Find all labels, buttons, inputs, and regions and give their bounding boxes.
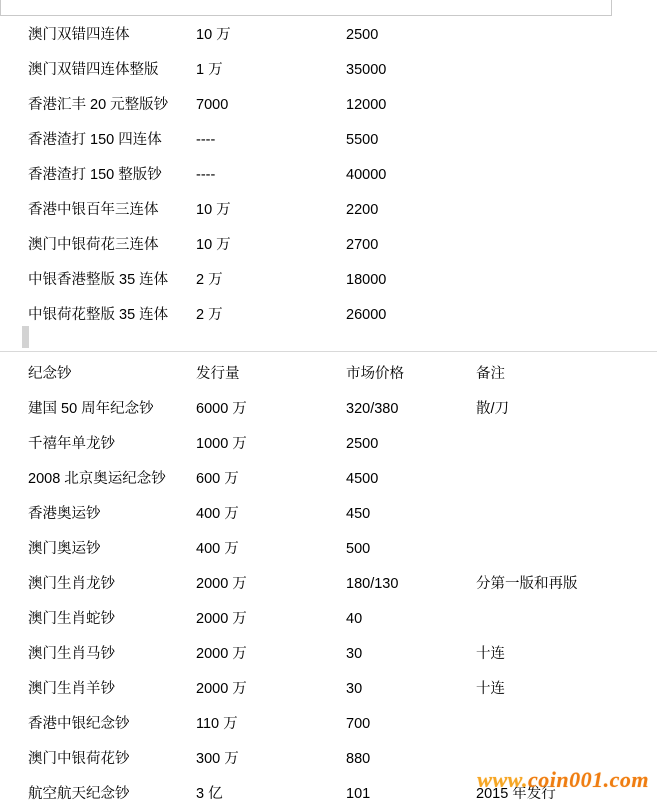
table-row <box>0 637 657 672</box>
cell-price: 18000 <box>346 271 387 288</box>
cell-price: 35000 <box>346 61 387 78</box>
cell-price: 880 <box>346 750 371 767</box>
cell-name: 香港奥运钞 <box>28 505 101 522</box>
cell-price: 4500 <box>346 470 379 487</box>
cell-price: 101 <box>346 785 371 802</box>
cell-name: 澳门奥运钞 <box>28 540 101 557</box>
column-header-note: 备注 <box>476 365 505 382</box>
table-row <box>0 462 657 497</box>
cell-name: 香港渣打 150 四连体 <box>28 131 162 148</box>
section-gap <box>0 323 657 351</box>
cell-name: 澳门生肖羊钞 <box>28 680 115 697</box>
table-row <box>0 53 657 88</box>
cell-price: 2500 <box>346 435 379 452</box>
cell-name: 澳门中银荷花钞 <box>28 750 130 767</box>
cell-issue: 1 万 <box>196 61 223 78</box>
cell-note: 十连 <box>476 680 505 697</box>
table-row <box>0 567 657 602</box>
cell-price: 30 <box>346 645 363 662</box>
table-row <box>0 497 657 532</box>
cell-price: 450 <box>346 505 371 522</box>
cell-price: 12000 <box>346 96 387 113</box>
cell-price: 40 <box>346 610 363 627</box>
cell-issue: 400 万 <box>196 540 239 557</box>
cell-name: 香港中银纪念钞 <box>28 715 130 732</box>
table-row <box>0 263 657 298</box>
table-row <box>0 88 657 123</box>
cell-issue: 10 万 <box>196 26 231 43</box>
cell-price: 320/380 <box>346 400 399 417</box>
cell-issue: 10 万 <box>196 201 231 218</box>
cell-name: 澳门中银荷花三连体 <box>28 236 159 253</box>
table-row <box>0 707 657 742</box>
cell-issue: 7000 <box>196 96 229 113</box>
commemorative-note-table <box>0 357 657 812</box>
cell-name: 香港中银百年三连体 <box>28 201 159 218</box>
cell-note: 散/刀 <box>476 400 510 417</box>
cell-issue: 3 亿 <box>196 785 223 802</box>
cell-issue: 1000 万 <box>196 435 247 452</box>
cell-issue: 110 万 <box>196 715 238 732</box>
cell-issue: 2000 万 <box>196 575 247 592</box>
site-watermark <box>477 767 649 793</box>
cell-issue: ---- <box>196 166 216 183</box>
cell-note: 2015 年发行 <box>476 785 556 802</box>
watermark-prefix: www. <box>477 767 528 792</box>
table-row <box>0 123 657 158</box>
cell-issue: 2000 万 <box>196 645 247 662</box>
table-row <box>0 228 657 263</box>
cell-price: 2700 <box>346 236 379 253</box>
cell-name: 澳门生肖马钞 <box>28 645 115 662</box>
cell-name: 澳门生肖龙钞 <box>28 575 115 592</box>
cell-name: 中银香港整版 35 连体 <box>28 271 169 288</box>
column-header-price: 市场价格 <box>346 365 404 382</box>
table-row <box>0 602 657 637</box>
cell-name: 千禧年单龙钞 <box>28 435 115 452</box>
cell-issue: 600 万 <box>196 470 239 487</box>
table-row <box>0 427 657 462</box>
cell-name: 2008 北京奥运纪念钞 <box>28 470 166 487</box>
cell-name: 中银荷花整版 35 连体 <box>28 306 169 323</box>
column-header-name: 纪念钞 <box>28 365 72 382</box>
cell-price: 5500 <box>346 131 379 148</box>
cell-issue: 400 万 <box>196 505 239 522</box>
table-row <box>0 158 657 193</box>
table-row <box>0 18 657 53</box>
cell-issue: 2 万 <box>196 271 223 288</box>
cell-name: 澳门生肖蛇钞 <box>28 610 115 627</box>
cell-price: 180/130 <box>346 575 399 592</box>
cell-price: 2200 <box>346 201 379 218</box>
cell-price: 2500 <box>346 26 379 43</box>
page-top-frame <box>0 0 612 16</box>
cell-name: 澳门双错四连体 <box>28 26 130 43</box>
column-header-issue: 发行量 <box>196 365 240 382</box>
cell-price: 40000 <box>346 166 387 183</box>
cell-price: 700 <box>346 715 371 732</box>
cell-name: 香港汇丰 20 元整版钞 <box>28 96 169 113</box>
section-divider <box>0 351 657 352</box>
cell-price: 30 <box>346 680 363 697</box>
table-row <box>0 672 657 707</box>
cell-issue: 300 万 <box>196 750 239 767</box>
cell-name: 建国 50 周年纪念钞 <box>28 400 154 417</box>
section-marker <box>22 326 29 348</box>
cell-name: 航空航天纪念钞 <box>28 785 130 802</box>
cell-issue: 10 万 <box>196 236 231 253</box>
cell-price: 26000 <box>346 306 387 323</box>
cell-note: 十连 <box>476 645 505 662</box>
cell-note: 分第一版和再版 <box>476 575 578 592</box>
cell-issue: ---- <box>196 131 216 148</box>
cell-issue: 2000 万 <box>196 610 247 627</box>
cell-issue: 2 万 <box>196 306 223 323</box>
cell-issue: 2000 万 <box>196 680 247 697</box>
cell-name: 澳门双错四连体整版 <box>28 61 159 78</box>
cell-name: 香港渣打 150 整版钞 <box>28 166 162 183</box>
cell-price: 500 <box>346 540 371 557</box>
banknote-table-top <box>0 18 657 333</box>
cell-issue: 6000 万 <box>196 400 247 417</box>
table-row <box>0 532 657 567</box>
table-row <box>0 193 657 228</box>
table-row <box>0 392 657 427</box>
watermark-domain: coin001.com <box>528 767 649 792</box>
table-header-row <box>0 357 657 392</box>
